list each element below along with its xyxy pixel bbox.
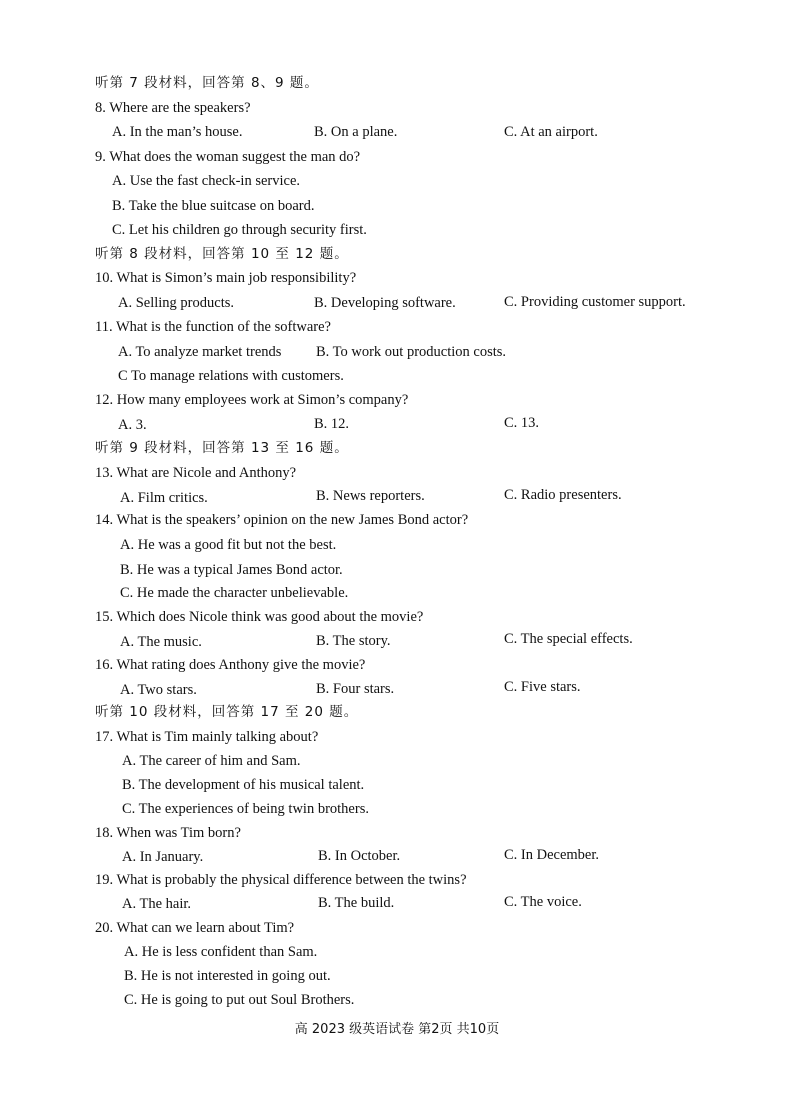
question-20-option-a: A. He is less confident than Sam. xyxy=(124,944,318,960)
question-18-option-b: B. In October. xyxy=(318,848,401,864)
question-14-option-a: A. He was a good fit but not the best. xyxy=(120,537,337,553)
question-16: 16. What rating does Anthony give the movie? xyxy=(95,657,366,673)
question-13-option-a: A. Film critics. xyxy=(120,490,208,506)
question-17: 17. What is Tim mainly talking about? xyxy=(95,729,319,745)
question-13: 13. What are Nicole and Anthony? xyxy=(95,465,297,481)
question-16-option-b: B. Four stars. xyxy=(316,681,395,697)
question-15-option-b: B. The story. xyxy=(316,633,391,649)
question-10-option-a: A. Selling products. xyxy=(118,295,234,311)
question-10: 10. What is Simon’s main job responsibility? xyxy=(95,270,357,286)
question-11-option-a: A. To analyze market trends xyxy=(118,344,282,360)
question-12-option-a: A. 3. xyxy=(118,417,147,433)
question-11-option-c: C To manage relations with customers. xyxy=(118,368,344,384)
question-9-option-c: C. Let his children go through security first. xyxy=(112,222,367,238)
question-8-option-c: C. At an airport. xyxy=(504,124,598,140)
question-8-option-a: A. In the man’s house. xyxy=(112,124,243,140)
question-15-option-c: C. The special effects. xyxy=(504,631,633,647)
question-20: 20. What can we learn about Tim? xyxy=(95,920,295,936)
question-14-option-b: B. He was a typical James Bond actor. xyxy=(120,562,343,578)
question-8: 8. Where are the speakers? xyxy=(95,100,251,116)
question-13-option-c: C. Radio presenters. xyxy=(504,487,622,503)
question-9: 9. What does the woman suggest the man do? xyxy=(95,149,361,165)
question-8-option-b: B. On a plane. xyxy=(314,124,398,140)
question-19-option-b: B. The build. xyxy=(318,895,395,911)
question-14: 14. What is the speakers’ opinion on the new James Bond actor? xyxy=(95,512,469,528)
question-10-option-b: B. Developing software. xyxy=(314,295,456,311)
question-9-option-b: B. Take the blue suitcase on board. xyxy=(112,198,315,214)
question-18-option-a: A. In January. xyxy=(122,849,204,865)
question-13-option-b: B. News reporters. xyxy=(316,488,425,504)
section-heading-9: 听第 9 段材料，回答第 13 至 16 题。 xyxy=(95,440,349,456)
question-17-option-a: A. The career of him and Sam. xyxy=(122,753,301,769)
question-16-option-a: A. Two stars. xyxy=(120,682,197,698)
question-11-option-b: B. To work out production costs. xyxy=(316,344,507,360)
question-20-option-b: B. He is not interested in going out. xyxy=(124,968,331,984)
question-11: 11. What is the function of the software? xyxy=(95,319,331,335)
question-18-option-c: C. In December. xyxy=(504,847,600,863)
question-19-option-c: C. The voice. xyxy=(504,894,582,910)
question-18: 18. When was Tim born? xyxy=(95,825,241,841)
question-17-option-b: B. The development of his musical talent. xyxy=(122,777,365,793)
question-17-option-c: C. The experiences of being twin brothers. xyxy=(122,801,369,817)
question-20-option-c: C. He is going to put out Soul Brothers. xyxy=(124,992,355,1008)
question-16-option-c: C. Five stars. xyxy=(504,679,581,695)
question-12-option-b: B. 12. xyxy=(314,416,350,432)
question-10-option-c: C. Providing customer support. xyxy=(504,294,686,310)
section-heading-7: 听第 7 段材料，回答第 8、9 题。 xyxy=(95,75,319,91)
question-14-option-c: C. He made the character unbelievable. xyxy=(120,585,349,601)
question-15-option-a: A. The music. xyxy=(120,634,202,650)
question-19: 19. What is probably the physical difference between the twins? xyxy=(95,872,467,888)
question-12: 12. How many employees work at Simon’s company? xyxy=(95,392,409,408)
section-heading-8: 听第 8 段材料，回答第 10 至 12 题。 xyxy=(95,246,349,262)
section-heading-10: 听第 10 段材料，回答第 17 至 20 题。 xyxy=(95,704,359,720)
question-19-option-a: A. The hair. xyxy=(122,896,191,912)
page-footer: 高 2023 级英语试卷 第2页 共10页 xyxy=(294,1022,500,1037)
question-15: 15. Which does Nicole think was good about the movie? xyxy=(95,609,424,625)
question-9-option-a: A. Use the fast check-in service. xyxy=(112,173,301,189)
question-12-option-c: C. 13. xyxy=(504,415,540,431)
